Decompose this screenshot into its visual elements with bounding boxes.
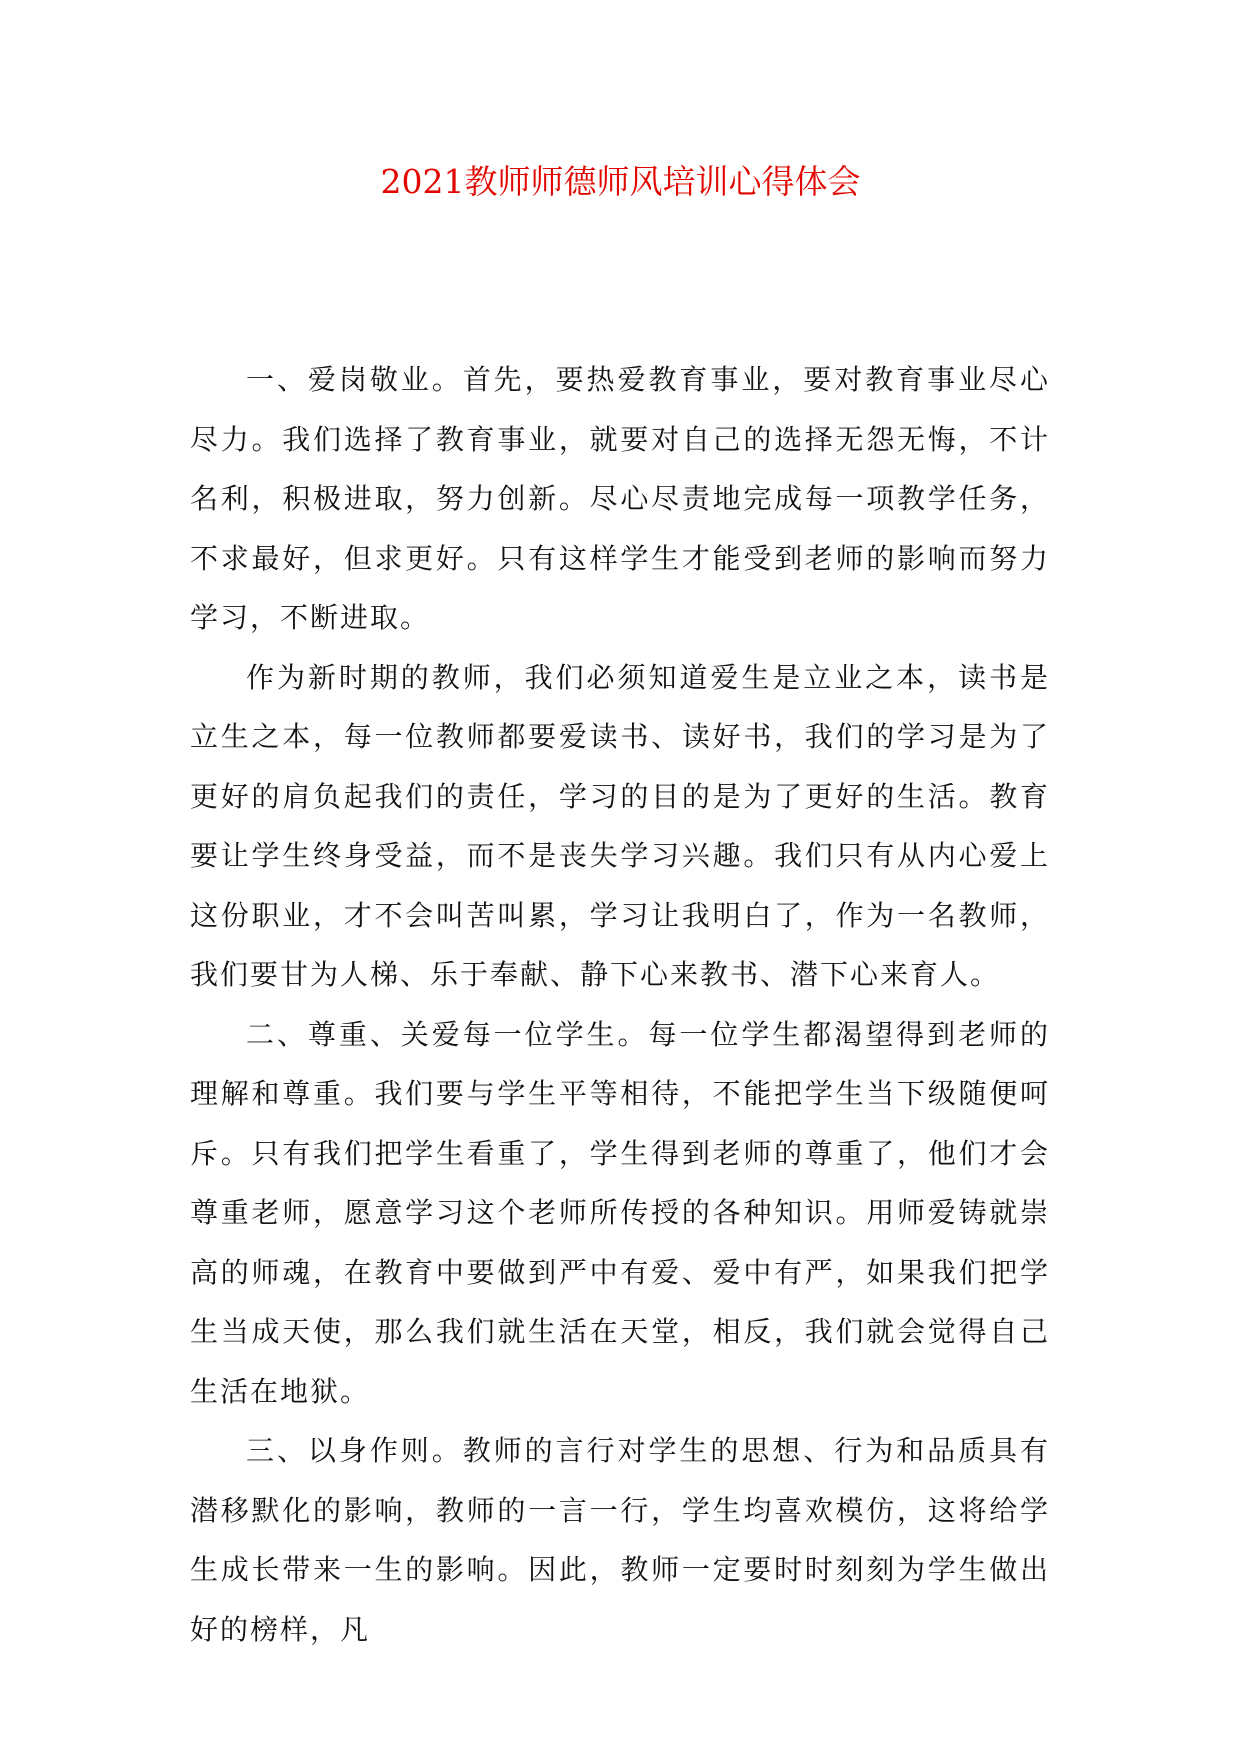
document-body [190, 350, 1050, 1659]
paragraph-2: 作为新时期的教师，我们必须知道爱生是立业之本，读书是立生之本，每一位教师都要爱读书、读好书，我们的学习是为了更好的肩负起我们的责任，学习的目的是为了更好的生活。教育要让学生终身受益，而不是丧失学习兴趣。我们只有从内心爱上这份职业，才不会叫苦叫累，学习让我明白了，作为一名教师，我们要甘为人梯、乐于奉献、静下心来教书、潜下心来育人。 [190, 660, 1050, 991]
document-title: 2021教师师德师风培训心得体会 [380, 162, 861, 201]
paragraph-1: 一、爱岗敬业。首先，要热爱教育事业，要对教育事业尽心尽力。我们选择了教育事业，就要对自己的选择无怨无悔，不计名利，积极进取，努力创新。尽心尽责地完成每一项教学任务，不求最好，但求更好。只有这样学生才能受到老师的影响而努力学习，不断进取。 [190, 363, 1050, 634]
paragraph-3: 二、尊重、关爱每一位学生。每一位学生都渴望得到老师的理解和尊重。我们要与学生平等相待，不能把学生当下级随便呵斥。只有我们把学生看重了，学生得到老师的尊重了，他们才会尊重老师，愿意学习这个老师所传授的各种知识。用师爱铸就崇高的师魂，在教育中要做到严中有爱、爱中有严，如果我们把学生当成天使，那么我们就生活在天堂，相反，我们就会觉得自己生活在地狱。 [190, 1017, 1050, 1408]
paragraph-4: 三、以身作则。教师的言行对学生的思想、行为和品质具有潜移默化的影响，教师的一言一行，学生均喜欢模仿，这将给学生成长带来一生的影响。因此，教师一定要时时刻刻为学生做出好的榜样，凡 [190, 1434, 1050, 1646]
